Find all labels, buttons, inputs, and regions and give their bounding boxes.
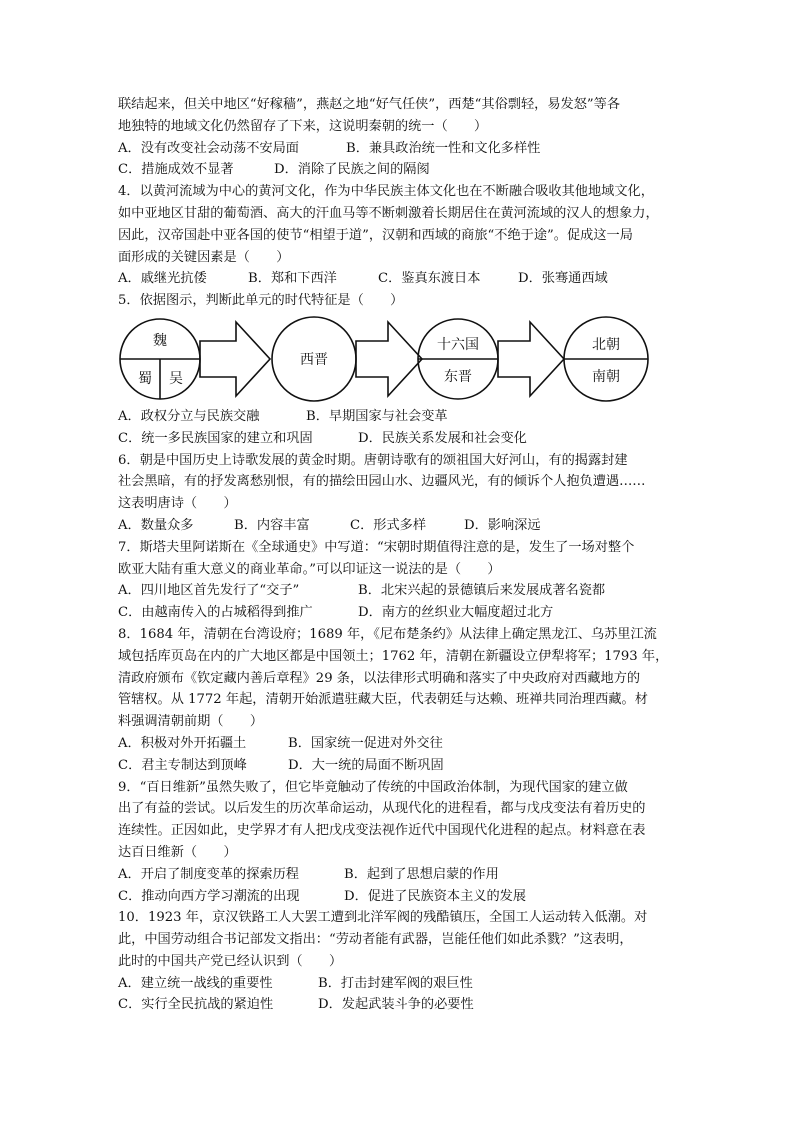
q4-text-line: 如中亚地区甘甜的葡萄酒、高大的汗血马等不断刺激着长期居住在黄河流域的汉人的想象力， <box>118 205 659 221</box>
q7-option-c: C．由越南传入的占城稻得到推广 <box>118 605 313 621</box>
q8-text-line: 域包括库页岛在内的广大地区都是中国领土；1762 年，清朝在新疆设立伊犁将军；1793 年， <box>118 648 669 664</box>
q8-option-d: D．大一统的局面不断巩固 <box>288 757 444 773</box>
q10-text-line: 10．1923 年，京汉铁路工人大罢工遭到北洋军阀的残酷镇压，全国工人运动转入低潮。对 <box>118 910 648 926</box>
q3-text-line: 地独特的地域文化仍然留存了下来，这说明秦朝的统一（ ） <box>118 118 488 134</box>
q8-text-line: 8．1684 年，清朝在台湾设府；1689 年，《尼布楚条约》从法律上确定黑龙江、乌苏里江流 <box>118 626 657 642</box>
q7-options-row <box>118 602 678 624</box>
label-dongjin: 东晋 <box>444 368 472 385</box>
q9-options-row <box>118 886 678 908</box>
q3-option-d: D．消除了民族之间的隔阂 <box>274 162 430 178</box>
q3-option-b: B．兼具政治统一性和文化多样性 <box>346 140 541 156</box>
q6-text-line: 这表明唐诗（ ） <box>118 496 237 512</box>
q3-options-row <box>118 138 678 160</box>
q8-text-line: 料强调清朝前期（ ） <box>118 714 264 730</box>
q8-text-line: 清政府颁布《钦定藏内善后章程》29 条，以法律形式明确和落实了中央政府对西藏地方的 <box>118 670 641 686</box>
q5-option-a: A．政权分立与民族交融 <box>118 408 260 424</box>
q8-option-a: A．积极对外开拓疆土 <box>118 735 247 751</box>
q7-option-d: D．南方的丝织业大幅度超过北方 <box>358 605 554 621</box>
q10-option-d: D．发起武装斗争的必要性 <box>318 997 474 1013</box>
q3-options-row <box>118 159 678 181</box>
q9-option-a: A．开启了制度变革的探索历程 <box>118 866 299 882</box>
q4-option-c: C．鉴真东渡日本 <box>378 271 481 287</box>
label-beichao: 北朝 <box>592 336 620 353</box>
q4-option-a: A．戚继光抗倭 <box>118 271 207 287</box>
q6-option-b: B．内容丰富 <box>234 517 310 533</box>
q6-text-line: 6．朝是中国历史上诗歌发展的黄金时期。唐朝诗歌有的颂祖国大好河山，有的揭露封建 <box>118 452 628 468</box>
q4-text-line: 4．以黄河流域为中心的黄河文化，作为中华民族主体文化也在不断融合吸收其他地域文化， <box>118 184 654 200</box>
q3-option-c: C．措施成效不显著 <box>118 162 234 178</box>
q8-options-row <box>118 755 678 777</box>
q7-option-b: B．北宋兴起的景德镇后来发展成著名瓷都 <box>358 583 606 599</box>
q4-text-line: 面形成的关键因素是（ ） <box>118 249 290 265</box>
q9-text-line: 出了有益的尝试。以后发生的历次革命运动，从现代化的进程看，都与戊戌变法有着历史的 <box>118 801 646 817</box>
q6-option-a: A．数量众多 <box>118 517 194 533</box>
q7-text-line: 欧亚大陆有重大意义的商业革命。”可以印证这一说法的是（ ） <box>118 561 501 577</box>
q8-options-row <box>118 733 678 755</box>
q7-text-line: 7．斯塔夫里阿诺斯在《全球通史》中写道：“宋朝时期值得注意的是，发生了一场对整个 <box>118 539 635 555</box>
q6-option-c: C．形式多样 <box>350 517 427 533</box>
q10-option-c: C．实行全民抗战的紧迫性 <box>118 997 274 1013</box>
q4-text-line: 因此，汉帝国赴中亚各国的使节“相望于道”，汉朝和西域的商旅“不绝于途”。促成这一局 <box>118 227 633 243</box>
q9-text-line: 9．“百日维新”虽然失败了，但它毕竟触动了传统的中国政治体制，为现代国家的建立做 <box>118 779 628 795</box>
label-wu: 吴 <box>169 370 183 387</box>
q6-option-d: D．影响深远 <box>464 517 541 533</box>
label-shiliuguo: 十六国 <box>437 336 479 353</box>
q3-text-line: 联结起来，但关中地区“好稼穑”，燕赵之地“好气任侠”，西楚“其俗剽轻，易发怒”等各 <box>118 97 621 112</box>
exam-page <box>118 94 678 1016</box>
arrow-2 <box>356 322 422 396</box>
q10-text-line: 此，中国劳动组合书记部发文指出：“劳动者能有武器，岂能任他们如此杀戮？”这表明， <box>118 932 633 948</box>
q7-options-row <box>118 580 678 602</box>
q7-option-a: A．四川地区首先发行了“交子” <box>118 583 300 599</box>
q9-option-d: D．促进了民族资本主义的发展 <box>344 888 527 904</box>
q9-text-line: 达百日维新（ ） <box>118 844 237 860</box>
dynasty-diagram <box>118 316 678 402</box>
q5-option-d: D．民族关系发展和社会变化 <box>358 430 527 446</box>
q4-option-b: B．郑和下西洋 <box>248 271 337 287</box>
label-shu: 蜀 <box>138 370 152 387</box>
arrow-1 <box>200 322 270 396</box>
q4-option-d: D．张骞通西域 <box>518 271 608 287</box>
q5-options-row <box>118 406 678 428</box>
q10-options-row <box>118 994 678 1016</box>
label-nanchao: 南朝 <box>592 368 620 385</box>
q8-option-b: B．国家统一促进对外交往 <box>288 735 443 751</box>
q8-text-line: 管辖权。从 1772 年起，清朝开始派遣驻藏大臣，代表朝廷与达赖、班禅共同治理西藏。材 <box>118 692 648 708</box>
q9-option-c: C．推动向西方学习潮流的出现 <box>118 888 300 904</box>
label-wei: 魏 <box>153 332 167 349</box>
q5-option-c: C．统一多民族国家的建立和巩固 <box>118 430 313 446</box>
q6-options-row <box>118 515 678 537</box>
q8-option-c: C．君主专制达到顶峰 <box>118 757 247 773</box>
q3-option-a: A．没有改变社会动荡不安局面 <box>118 140 299 156</box>
q10-option-b: B．打击封建军阀的艰巨性 <box>318 975 473 991</box>
arrow-3 <box>498 322 564 396</box>
q9-text-line: 连续性。正因如此，史学界才有人把戊戌变法视作近代中国现代化进程的起点。材料意在表 <box>118 823 646 839</box>
q9-options-row <box>118 864 678 886</box>
q4-options-row <box>118 268 678 290</box>
q5-option-b: B．早期国家与社会变革 <box>306 408 448 424</box>
q5-options-row <box>118 428 678 450</box>
dynasty-flow-svg <box>118 316 678 402</box>
q6-text-line: 社会黑暗，有的抒发离愁别恨，有的描绘田园山水、边疆风光，有的倾诉个人抱负遭遇…… <box>118 474 646 490</box>
q5-text-line: 5．依据图示，判断此单元的时代特征是（ ） <box>118 293 404 309</box>
label-xijin: 西晋 <box>300 351 328 368</box>
q10-options-row <box>118 973 678 995</box>
q10-text-line: 此时的中国共产党已经认识到（ ） <box>118 953 343 969</box>
q9-option-b: B．起到了思想启蒙的作用 <box>344 866 499 882</box>
q10-option-a: A．建立统一战线的重要性 <box>118 975 273 991</box>
